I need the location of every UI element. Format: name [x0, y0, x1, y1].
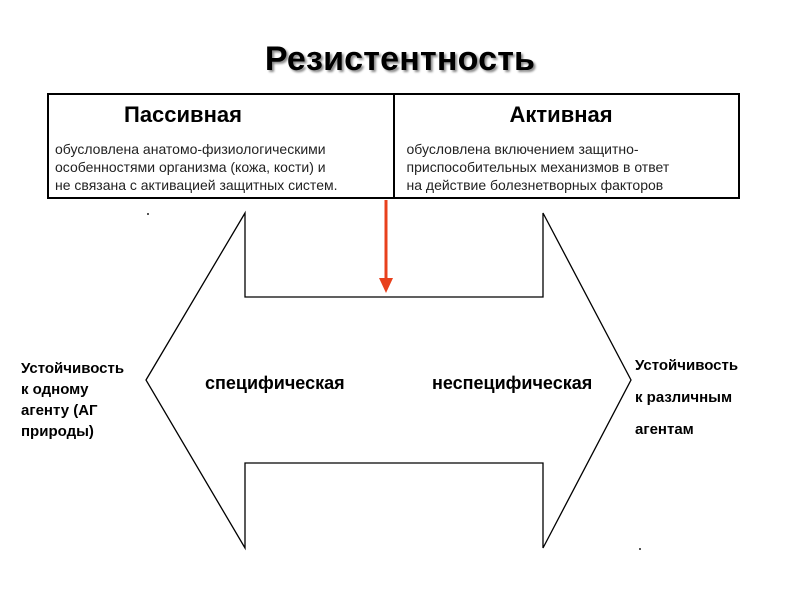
passive-heading: Пассивная [124, 102, 242, 127]
passive-description: обусловлена анатомо-физиологическими особенностями организма (кожа, кости) и не связана с активацией защитных систем. [55, 141, 338, 193]
nonspecific-resistance-note: Устойчивость к различным агентам [635, 357, 739, 438]
specific-resistance-note: Устойчивость к одному агенту (АГ природы) [21, 360, 125, 440]
stray-dot [639, 548, 641, 550]
active-heading: Активная [509, 102, 613, 127]
active-description: обусловлена включением защитно- приспособительных механизмов в ответ на действие болезнетворных факторов [406, 141, 670, 193]
page-title: Резистентность [264, 40, 536, 78]
specific-label: специфическая [205, 373, 345, 393]
pointer-arrow-head [379, 278, 393, 293]
stray-dot [147, 213, 149, 215]
nonspecific-label: неспецифическая [432, 373, 593, 393]
